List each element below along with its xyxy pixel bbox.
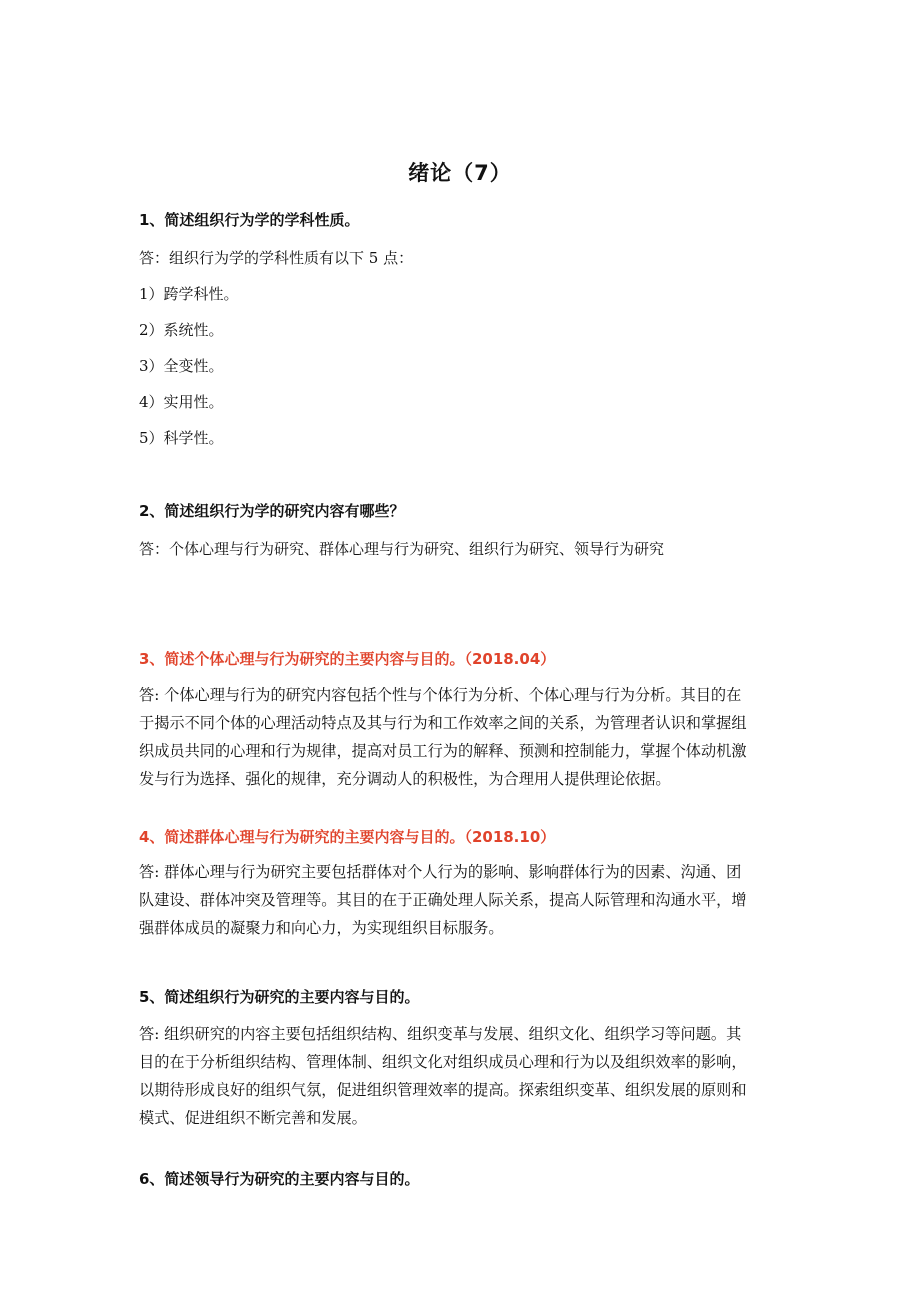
question-3: 3、简述个体心理与行为研究的主要内容与目的。（2018.04） [139, 650, 556, 668]
answer-4-line: 强群体成员的凝聚力和向心力，为实现组织目标服务。 [139, 919, 504, 937]
page-title: 绪论（7） [408, 161, 512, 185]
question-5: 5、简述组织行为研究的主要内容与目的。 [139, 988, 420, 1006]
question-4: 4、简述群体心理与行为研究的主要内容与目的。（2018.10） [139, 828, 556, 846]
answer-4 [139, 858, 784, 942]
question-6: 6、简述领导行为研究的主要内容与目的。 [139, 1170, 420, 1188]
answer-3-line: 织成员共同的心理和行为规律，提高对员工行为的解释、预测和控制能力，掌握个体动机激 [139, 742, 747, 760]
answer-3-line: 于揭示不同个体的心理活动特点及其与行为和工作效率之间的关系，为管理者认识和掌握组 [139, 714, 747, 732]
answer-4-line: 队建设、群体冲突及管理等。其目的在于正确处理人际关系，提高人际管理和沟通水平，增 [139, 891, 747, 909]
answer-1-intro: 答：组织行为学的学科性质有以下 5 点： [139, 249, 414, 267]
answer-3 [139, 681, 784, 793]
answer-1-item: 2）系统性。 [139, 321, 224, 339]
answer-2: 答：个体心理与行为研究、群体心理与行为研究、组织行为研究、领导行为研究 [139, 540, 665, 558]
answer-5-line: 以期待形成良好的组织气氛，促进组织管理效率的提高。探索组织变革、组织发展的原则和 [139, 1081, 747, 1099]
answer-1-item: 1）跨学科性。 [139, 285, 239, 303]
answer-4-line: 答: 群体心理与行为研究主要包括群体对个人行为的影响、影响群体行为的因素、沟通、团 [139, 863, 742, 881]
answer-1-item: 4）实用性。 [139, 393, 224, 411]
answer-3-line: 发与行为选择、强化的规律，充分调动人的积极性，为合理用人提供理论依据。 [139, 770, 671, 788]
answer-5-line: 目的在于分析组织结构、管理体制、组织文化对组织成员心理和行为以及组织效率的影响， [139, 1053, 747, 1071]
question-2: 2、简述组织行为学的研究内容有哪些？ [139, 502, 405, 520]
question-1: 1、简述组织行为学的学科性质。 [139, 211, 360, 229]
answer-1-item: 3）全变性。 [139, 357, 224, 375]
answer-5 [139, 1020, 784, 1132]
answer-3-line: 答: 个体心理与行为的研究内容包括个性与个体行为分析、个体心理与行为分析。其目的在 [139, 686, 742, 704]
answer-5-line: 答: 组织研究的内容主要包括组织结构、组织变革与发展、组织文化、组织学习等问题。其 [139, 1025, 742, 1043]
answer-5-line: 模式、促进组织不断完善和发展。 [139, 1109, 367, 1127]
answer-1-item: 5）科学性。 [139, 429, 224, 447]
